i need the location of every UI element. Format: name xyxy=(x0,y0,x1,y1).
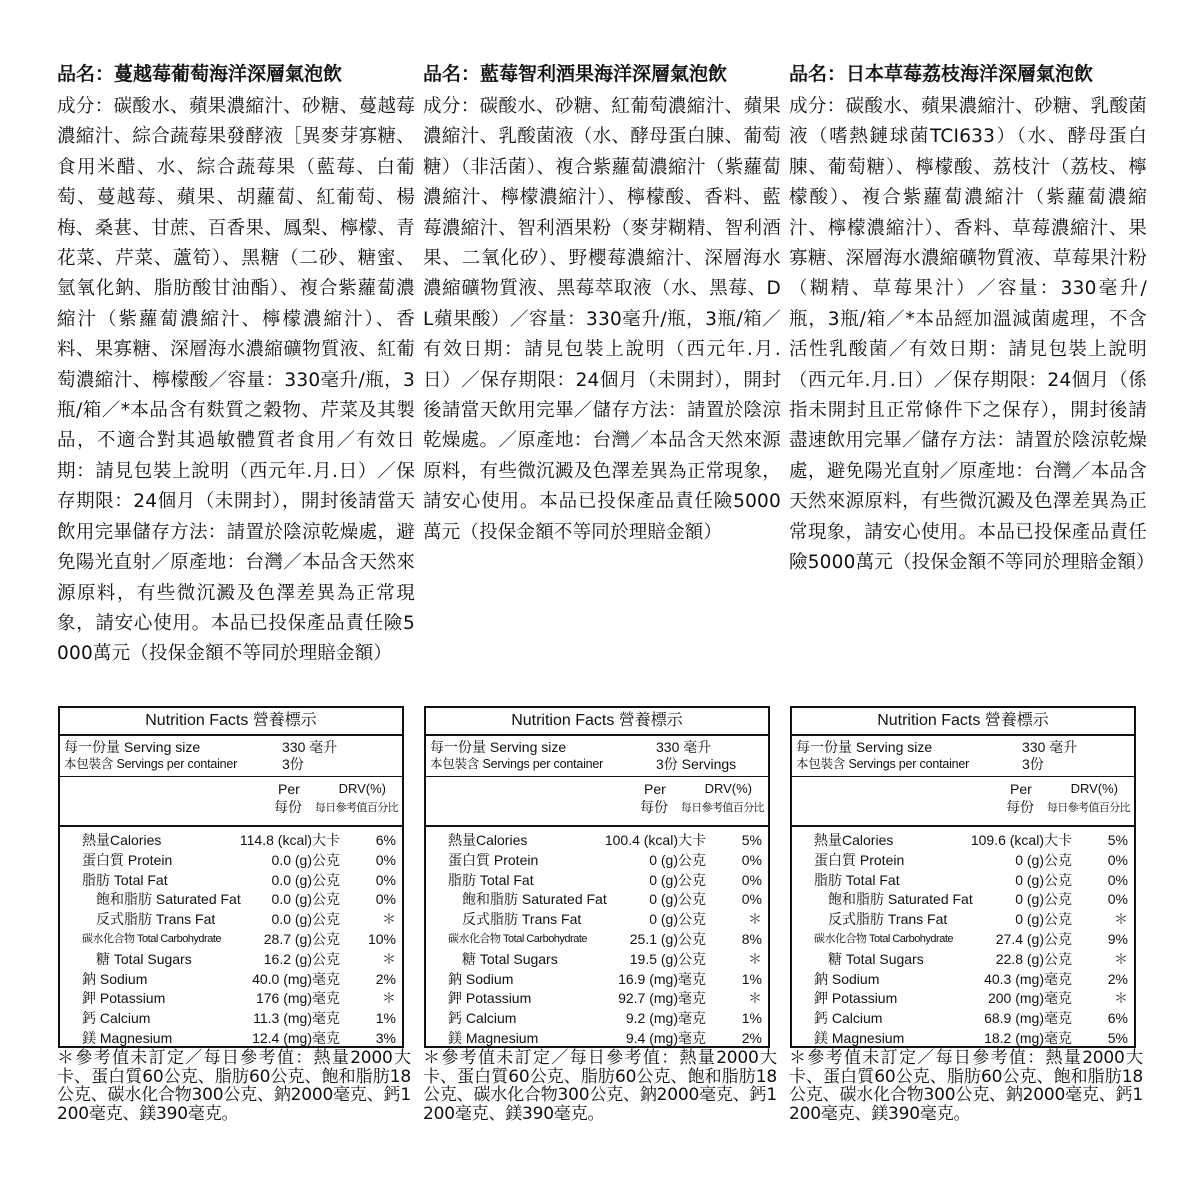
nutrient-drv-percent: 1% xyxy=(375,1010,396,1027)
per-serving-label: 每份 xyxy=(274,799,302,815)
nutrient-drv-percent: 2% xyxy=(1107,970,1128,987)
column-headers xyxy=(426,777,768,827)
nutrient-amount: 0.0 (g)公克 xyxy=(271,911,340,928)
servings-per-container-value: 3份 xyxy=(282,756,304,772)
per-label: Per xyxy=(278,781,300,797)
serving-info xyxy=(60,736,402,777)
serving-size-value: 330 毫升 xyxy=(282,739,338,755)
nutrient-amount: 0 (g)公克 xyxy=(649,851,706,868)
nutrient-row xyxy=(60,930,402,950)
nutrition-title: Nutrition Facts 營養標示 xyxy=(60,708,402,736)
servings-per-container-label: 本包裝含 Servings per container xyxy=(64,757,238,771)
nutrient-drv-percent: ＊ xyxy=(748,950,762,967)
nutrient-drv-percent: 0% xyxy=(375,851,396,868)
nutrient-row xyxy=(60,1029,402,1049)
nutrient-label: 鈉 Sodium xyxy=(814,970,880,987)
nutrient-amount: 27.4 (g)公克 xyxy=(995,930,1072,947)
nutrient-drv-percent: ＊ xyxy=(1114,950,1128,967)
nutrition-footnote: ＊參考值未訂定／每日參考值：熱量2000大卡、蛋白質60公克、脂肪60公克、飽和脂肪18公克、碳水化合物300公克、鈉2000毫克、鈣1200毫克、鎂390毫克。 xyxy=(789,1048,1143,1124)
nutrient-drv-percent: 5% xyxy=(1107,1029,1128,1046)
column-headers xyxy=(60,777,402,827)
servings-per-container-label: 本包裝含 Servings per container xyxy=(796,757,970,771)
nutrient-row xyxy=(60,890,402,910)
serving-size-value: 330 毫升 xyxy=(656,739,712,755)
nutrient-amount: 0 (g)公克 xyxy=(649,911,706,928)
nutrient-amount: 9.2 (mg)毫克 xyxy=(625,1010,706,1027)
per-serving-label: 每份 xyxy=(640,799,668,815)
product-ingredients: 成分：碳酸水、砂糖、紅葡萄濃縮汁、蘋果濃縮汁、乳酸菌液（水、酵母蛋白腖、葡萄糖）（非活菌）、複合紫蘿蔔濃縮汁（紫蘿蔔濃縮汁、檸檬濃縮汁）、檸檬酸、香料、藍莓濃縮汁、智利酒果粉（麥芽糊精、智利酒果、二氧化矽）、野櫻莓濃縮汁、深層海水濃縮礦物質液、黑莓萃取液（水、黑莓、DL蘋果酸）／容量：330毫升/瓶，3瓶/箱／有效日期：請見包裝上說明（西元年.月.日）／保存期限：24個月（未開封），開封後請當天飲用完畢／儲存方法：請置於陰涼乾燥處。／原產地：台灣／本品含天然來源原料，有些微沉澱及色澤差異為正常現象，請安心使用。本品已投保產品責任險5000萬元（投保金額不等同於理賠金額） xyxy=(423,96,781,543)
nutrient-drv-percent: 9% xyxy=(1107,930,1128,947)
nutrient-label: 熱量Calories xyxy=(814,832,894,848)
nutrition-footnote: ＊參考值未訂定／每日參考值：熱量2000大卡、蛋白質60公克、脂肪60公克、飽和脂肪18公克、碳水化合物300公克、鈉2000毫克、鈣1200毫克、鎂390毫克。 xyxy=(57,1048,411,1124)
nutrient-row xyxy=(426,930,768,950)
nutrient-row xyxy=(60,910,402,930)
nutrient-amount: 0 (g)公克 xyxy=(1015,891,1072,908)
nutrient-label: 鎂 Magnesium xyxy=(814,1029,905,1046)
nutrient-amount: 100.4 (kcal)大卡 xyxy=(604,832,706,848)
nutrient-label: 鈉 Sodium xyxy=(82,970,148,987)
nutrient-drv-percent: 10% xyxy=(367,930,396,947)
nutrient-label: 鈣 Calcium xyxy=(448,1010,517,1027)
drv-label: DRV(%) xyxy=(704,781,752,796)
nutrient-row xyxy=(426,1009,768,1029)
product-ingredients: 成分：碳酸水、蘋果濃縮汁、砂糖、蔓越莓濃縮汁、綜合蔬莓果發酵液［異麥芽寡糖、食用米醋、水、綜合蔬莓果（藍莓、白葡萄、蔓越莓、蘋果、胡蘿蔔、紅葡萄、楊梅、桑葚、甘蔗、百香果、鳳梨、檸檬、青花菜、芹菜、蘆筍）、黑糖（二砂、糖蜜、氫氧化鈉、脂肪酸甘油酯）、複合紫蘿蔔濃縮汁（紫蘿蔔濃縮汁、檸檬濃縮汁）、香料、果寡糖、深層海水濃縮礦物質液、紅葡萄濃縮汁、檸檬酸／容量：330毫升/瓶，3瓶/箱／*本品含有麩質之穀物、芹菜及其製品，不適合對其過敏體質者食用／有效日期：請見包裝上說明（西元年.月.日）／保存期限：24個月（未開封），開封後請當天飲用完畢儲存方法：請置於陰涼乾燥處，避免陽光直射／原產地：台灣／本品含天然來源原料，有些微沉澱及色澤差異為正常現象，請安心使用。本品已投保產品責任險5000萬元（投保金額不等同於理賠金額） xyxy=(57,96,415,665)
nutrient-row xyxy=(426,831,768,851)
nutrient-row xyxy=(60,970,402,990)
nutrition-footnote: ＊參考值未訂定／每日參考值：熱量2000大卡、蛋白質60公克、脂肪60公克、飽和脂肪18公克、碳水化合物300公克、鈉2000毫克、鈣1200毫克、鎂390毫克。 xyxy=(423,1048,777,1124)
product-column-cranberry xyxy=(57,56,415,670)
nutrient-rows xyxy=(426,827,768,1049)
nutrient-amount: 0 (g)公克 xyxy=(649,871,706,888)
nutrient-drv-percent: 1% xyxy=(741,1010,762,1027)
nutrient-amount: 114.8 (kcal)大卡 xyxy=(239,832,340,848)
nutrient-drv-percent: 2% xyxy=(741,1029,762,1046)
column-headers xyxy=(792,777,1134,827)
nutrient-drv-percent: 3% xyxy=(375,1029,396,1046)
nutrient-drv-percent: ＊ xyxy=(1114,911,1128,928)
nutrient-label: 碳水化合物 Total Carbohydrate xyxy=(814,932,953,945)
nutrient-label: 脂肪 Total Fat xyxy=(814,871,900,888)
nutrient-row xyxy=(426,851,768,871)
nutrient-drv-percent: ＊ xyxy=(748,990,762,1007)
nutrient-drv-percent: 5% xyxy=(1107,832,1128,848)
nutrient-amount: 0.0 (g)公克 xyxy=(271,891,340,908)
nutrient-amount: 0.0 (g)公克 xyxy=(271,851,340,868)
nutrient-row xyxy=(792,831,1134,851)
nutrient-amount: 19.5 (g)公克 xyxy=(629,950,706,967)
nutrient-row xyxy=(60,871,402,891)
nutrient-drv-percent: ＊ xyxy=(382,911,396,928)
nutrient-drv-percent: 6% xyxy=(1107,1010,1128,1027)
nutrient-amount: 16.9 (mg)毫克 xyxy=(618,970,706,987)
nutrient-drv-percent: ＊ xyxy=(382,990,396,1007)
nutrient-rows xyxy=(792,827,1134,1049)
product-column-strawberry xyxy=(789,56,1155,579)
nutrient-row xyxy=(60,989,402,1009)
nutrient-row xyxy=(426,950,768,970)
nutrient-amount: 22.8 (g)公克 xyxy=(995,950,1072,967)
nutrient-label: 糖 Total Sugars xyxy=(462,950,558,967)
per-label: Per xyxy=(644,781,666,797)
nutrient-label: 鎂 Magnesium xyxy=(448,1029,539,1046)
nutrient-row xyxy=(426,970,768,990)
nutrition-facts-table xyxy=(58,706,404,1048)
nutrient-label: 飽和脂肪 Saturated Fat xyxy=(462,891,607,908)
nutrient-row xyxy=(60,831,402,851)
nutrient-label: 糖 Total Sugars xyxy=(96,950,192,967)
nutrient-label: 反式脂肪 Trans Fat xyxy=(462,911,582,928)
nutrient-row xyxy=(426,1029,768,1049)
drv-label: DRV(%) xyxy=(338,781,386,796)
nutrient-row xyxy=(792,910,1134,930)
nutrient-row xyxy=(792,950,1134,970)
nutrient-drv-percent: 5% xyxy=(741,832,762,848)
nutrient-drv-percent: 8% xyxy=(741,930,762,947)
nutrient-label: 糖 Total Sugars xyxy=(828,950,924,967)
nutrition-title: Nutrition Facts 營養標示 xyxy=(792,708,1134,736)
nutrient-amount: 176 (mg)毫克 xyxy=(255,990,340,1007)
servings-per-container-value: 3份 xyxy=(1022,756,1044,772)
nutrient-drv-percent: 2% xyxy=(375,970,396,987)
nutrient-label: 熱量Calories xyxy=(82,832,162,848)
nutrient-drv-percent: ＊ xyxy=(748,911,762,928)
product-column-blueberry xyxy=(423,56,781,548)
nutrient-row xyxy=(426,890,768,910)
serving-size-label: 每一份量 Serving size xyxy=(430,739,567,755)
nutrient-drv-percent: 0% xyxy=(1107,851,1128,868)
nutrient-drv-percent: 0% xyxy=(375,871,396,888)
nutrient-row xyxy=(792,851,1134,871)
nutrient-row xyxy=(792,1029,1134,1049)
per-label: Per xyxy=(1010,781,1032,797)
nutrient-amount: 68.9 (mg)毫克 xyxy=(984,1010,1072,1027)
serving-info xyxy=(426,736,768,777)
nutrient-drv-percent: ＊ xyxy=(382,950,396,967)
serving-size-value: 330 毫升 xyxy=(1022,739,1078,755)
nutrient-label: 鉀 Potassium xyxy=(448,990,532,1007)
nutrient-amount: 40.3 (mg)毫克 xyxy=(984,970,1072,987)
nutrient-label: 碳水化合物 Total Carbohydrate xyxy=(448,932,587,945)
nutrient-label: 鈣 Calcium xyxy=(814,1010,883,1027)
nutrient-drv-percent: 6% xyxy=(375,832,396,848)
nutrient-amount: 0 (g)公克 xyxy=(1015,911,1072,928)
nutrient-amount: 11.3 (mg)毫克 xyxy=(253,1010,340,1027)
nutrient-rows xyxy=(60,827,402,1049)
nutrient-label: 鎂 Magnesium xyxy=(82,1029,173,1046)
nutrient-amount: 0.0 (g)公克 xyxy=(271,871,340,888)
nutrient-row xyxy=(792,930,1134,950)
servings-per-container-label: 本包裝含 Servings per container xyxy=(430,757,604,771)
nutrient-amount: 18.2 (mg)毫克 xyxy=(984,1029,1072,1046)
nutrient-label: 飽和脂肪 Saturated Fat xyxy=(96,891,241,908)
product-name: 品名：藍莓智利酒果海洋深層氣泡飲 xyxy=(423,63,728,85)
nutrient-row xyxy=(60,950,402,970)
nutrient-drv-percent: 0% xyxy=(1107,891,1128,908)
nutrient-row xyxy=(792,871,1134,891)
nutrient-drv-percent: 0% xyxy=(741,891,762,908)
nutrient-row xyxy=(792,989,1134,1009)
nutrient-label: 蛋白質 Protein xyxy=(448,851,539,868)
daily-reference-label: 每日參考值百分比 xyxy=(1046,802,1130,814)
serving-size-label: 每一份量 Serving size xyxy=(796,739,933,755)
serving-info xyxy=(792,736,1134,777)
nutrient-label: 蛋白質 Protein xyxy=(82,851,173,868)
serving-size-label: 每一份量 Serving size xyxy=(64,739,201,755)
nutrient-label: 蛋白質 Protein xyxy=(814,851,905,868)
nutrient-row xyxy=(792,890,1134,910)
nutrient-row xyxy=(792,1009,1134,1029)
nutrient-amount: 0 (g)公克 xyxy=(649,891,706,908)
nutrition-facts-table xyxy=(790,706,1136,1048)
nutrient-label: 碳水化合物 Total Carbohydrate xyxy=(82,932,221,945)
daily-reference-label: 每日參考值百分比 xyxy=(314,802,398,814)
nutrient-row xyxy=(60,851,402,871)
nutrient-drv-percent: 1% xyxy=(741,970,762,987)
nutrient-label: 熱量Calories xyxy=(448,832,528,848)
nutrient-label: 鉀 Potassium xyxy=(814,990,898,1007)
nutrient-amount: 92.7 (mg)毫克 xyxy=(618,990,706,1007)
nutrient-label: 反式脂肪 Trans Fat xyxy=(96,911,216,928)
nutrient-row xyxy=(792,970,1134,990)
nutrient-amount: 12.4 (mg)毫克 xyxy=(252,1029,340,1046)
nutrient-amount: 28.7 (g)公克 xyxy=(263,930,340,947)
nutrient-label: 鈉 Sodium xyxy=(448,970,514,987)
nutrient-amount: 0 (g)公克 xyxy=(1015,871,1072,888)
nutrition-title: Nutrition Facts 營養標示 xyxy=(426,708,768,736)
product-name: 品名：日本草莓荔枝海洋深層氣泡飲 xyxy=(789,63,1094,85)
nutrient-drv-percent: ＊ xyxy=(1114,990,1128,1007)
daily-reference-label: 每日參考值百分比 xyxy=(680,802,764,814)
nutrient-drv-percent: 0% xyxy=(1107,871,1128,888)
nutrient-amount: 16.2 (g)公克 xyxy=(263,950,340,967)
servings-per-container-value: 3份 Servings xyxy=(656,756,737,772)
nutrient-amount: 9.4 (mg)毫克 xyxy=(625,1029,706,1046)
nutrient-label: 飽和脂肪 Saturated Fat xyxy=(828,891,973,908)
nutrient-amount: 109.6 (kcal)大卡 xyxy=(970,832,1072,848)
nutrient-label: 反式脂肪 Trans Fat xyxy=(828,911,948,928)
nutrition-facts-table xyxy=(424,706,770,1048)
nutrient-amount: 200 (mg)毫克 xyxy=(987,990,1072,1007)
nutrient-row xyxy=(426,989,768,1009)
nutrient-amount: 40.0 (mg)毫克 xyxy=(252,970,340,987)
nutrient-drv-percent: 0% xyxy=(741,851,762,868)
product-ingredients: 成分：碳酸水、蘋果濃縮汁、砂糖、乳酸菌液（嗜熱鏈球菌TCI633）（水、酵母蛋白腖、葡萄糖）、檸檬酸、荔枝汁（荔枝、檸檬酸）、複合紫蘿蔔濃縮汁（紫蘿蔔濃縮汁、檸檬濃縮汁）、香料、草莓濃縮汁、果寡糖、深層海水濃縮礦物質液、草莓果汁粉（糊精、草莓果汁）／容量：330毫升/瓶，3瓶/箱／*本品經加溫減菌處理，不含活性乳酸菌／有效日期：請見包裝上說明（西元年.月.日）／保存期限：24個月（係指未開封且正常條件下之保存），開封後請盡速飲用完畢／儲存方法：請置於陰涼乾燥處，避免陽光直射／原產地：台灣／本品含天然來源原料，有些微沉澱及色澤差異為正常現象，請安心使用。本品已投保產品責任險5000萬元（投保金額不等同於理賠金額） xyxy=(789,96,1155,574)
nutrient-label: 脂肪 Total Fat xyxy=(82,871,168,888)
nutrient-label: 鉀 Potassium xyxy=(82,990,166,1007)
nutrient-drv-percent: 0% xyxy=(375,891,396,908)
nutrient-drv-percent: 0% xyxy=(741,871,762,888)
nutrient-row xyxy=(426,871,768,891)
nutrient-row xyxy=(426,910,768,930)
nutrient-amount: 0 (g)公克 xyxy=(1015,851,1072,868)
drv-label: DRV(%) xyxy=(1070,781,1118,796)
nutrient-amount: 25.1 (g)公克 xyxy=(629,930,706,947)
product-name: 品名：蔓越莓葡萄海洋深層氣泡飲 xyxy=(57,63,343,85)
nutrient-label: 鈣 Calcium xyxy=(82,1010,151,1027)
nutrient-label: 脂肪 Total Fat xyxy=(448,871,534,888)
nutrient-row xyxy=(60,1009,402,1029)
per-serving-label: 每份 xyxy=(1006,799,1034,815)
